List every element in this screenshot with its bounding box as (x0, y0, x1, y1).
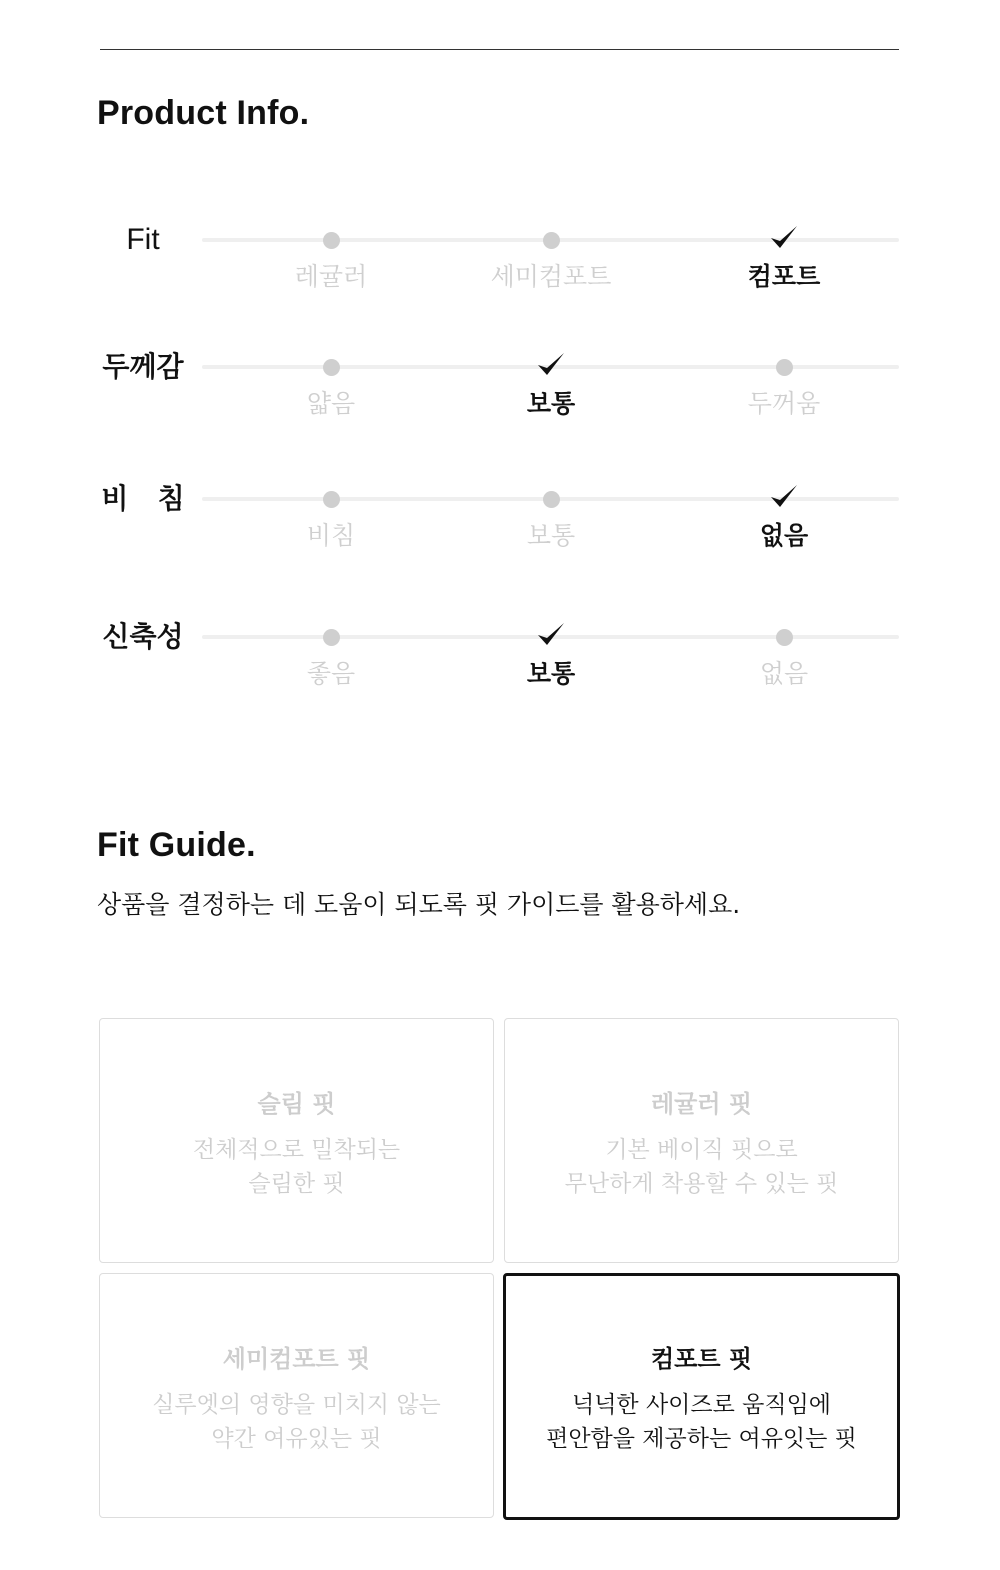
dot-icon (776, 359, 793, 376)
option-label: 레귤러 (294, 262, 368, 291)
top-divider (100, 49, 899, 50)
fit-card-comfort-selected (503, 1273, 900, 1520)
fit-card-description-line: 넉넉한 사이즈로 움직임에 (571, 1392, 832, 1418)
fit-card-regular (504, 1018, 899, 1263)
fit-guide-title: Fit Guide. (97, 826, 256, 864)
option-label-selected: 보통 (526, 659, 576, 688)
checkmark-icon (536, 351, 566, 379)
attribute-label: 신축성 (102, 620, 184, 653)
attribute-label: 두께감 (102, 350, 184, 383)
checkmark-icon (769, 224, 799, 252)
attribute-row-fit (0, 223, 1000, 340)
dot-icon (543, 232, 560, 249)
fit-card-slim (99, 1018, 494, 1263)
option-label-selected: 없음 (759, 521, 809, 550)
option-label-selected: 컴포트 (747, 262, 821, 291)
attribute-row-thickness (0, 350, 1000, 467)
checkmark-icon (536, 621, 566, 649)
fit-card-description-line: 실루엣의 영향을 미치지 않는 (152, 1392, 441, 1418)
option-label: 보통 (526, 521, 576, 550)
fit-card-title: 슬림 핏 (257, 1090, 336, 1118)
fit-card-title: 세미컴포트 핏 (222, 1345, 371, 1373)
fit-card-description-line: 전체적으로 밀착되는 (192, 1137, 401, 1163)
dot-icon (776, 629, 793, 646)
checkmark-icon (769, 483, 799, 511)
option-label: 좋음 (306, 659, 356, 688)
fit-card-title: 레귤러 핏 (650, 1090, 753, 1118)
fit-card-description-line: 약간 여유있는 핏 (211, 1426, 382, 1452)
dot-icon (323, 629, 340, 646)
attribute-row-stretch (0, 620, 1000, 737)
fit-guide-description: 상품을 결정하는 데 도움이 되도록 핏 가이드를 활용하세요. (97, 890, 741, 919)
dot-icon (323, 491, 340, 508)
fit-card-description-line: 무난하게 착용할 수 있는 핏 (564, 1171, 839, 1197)
attribute-label: Fit (126, 223, 160, 256)
fit-card-description-line: 슬림한 핏 (248, 1171, 345, 1197)
dot-icon (323, 359, 340, 376)
attribute-label: 비 침 (101, 482, 185, 515)
option-label-selected: 보통 (526, 389, 576, 418)
option-label: 얇음 (306, 389, 356, 418)
option-label: 없음 (759, 659, 809, 688)
option-label: 두꺼움 (747, 389, 821, 418)
attribute-row-sheerness (0, 482, 1000, 599)
dot-icon (543, 491, 560, 508)
fit-card-semi-comfort (99, 1273, 494, 1518)
option-label: 비침 (306, 521, 356, 550)
option-label: 세미컴포트 (490, 262, 612, 291)
fit-card-description-line: 편안함을 제공하는 여유잇는 핏 (546, 1426, 857, 1452)
fit-card-description-line: 기본 베이직 핏으로 (605, 1137, 798, 1163)
fit-card-title: 컴포트 핏 (650, 1345, 753, 1373)
product-info-title: Product Info. (97, 94, 310, 132)
dot-icon (323, 232, 340, 249)
